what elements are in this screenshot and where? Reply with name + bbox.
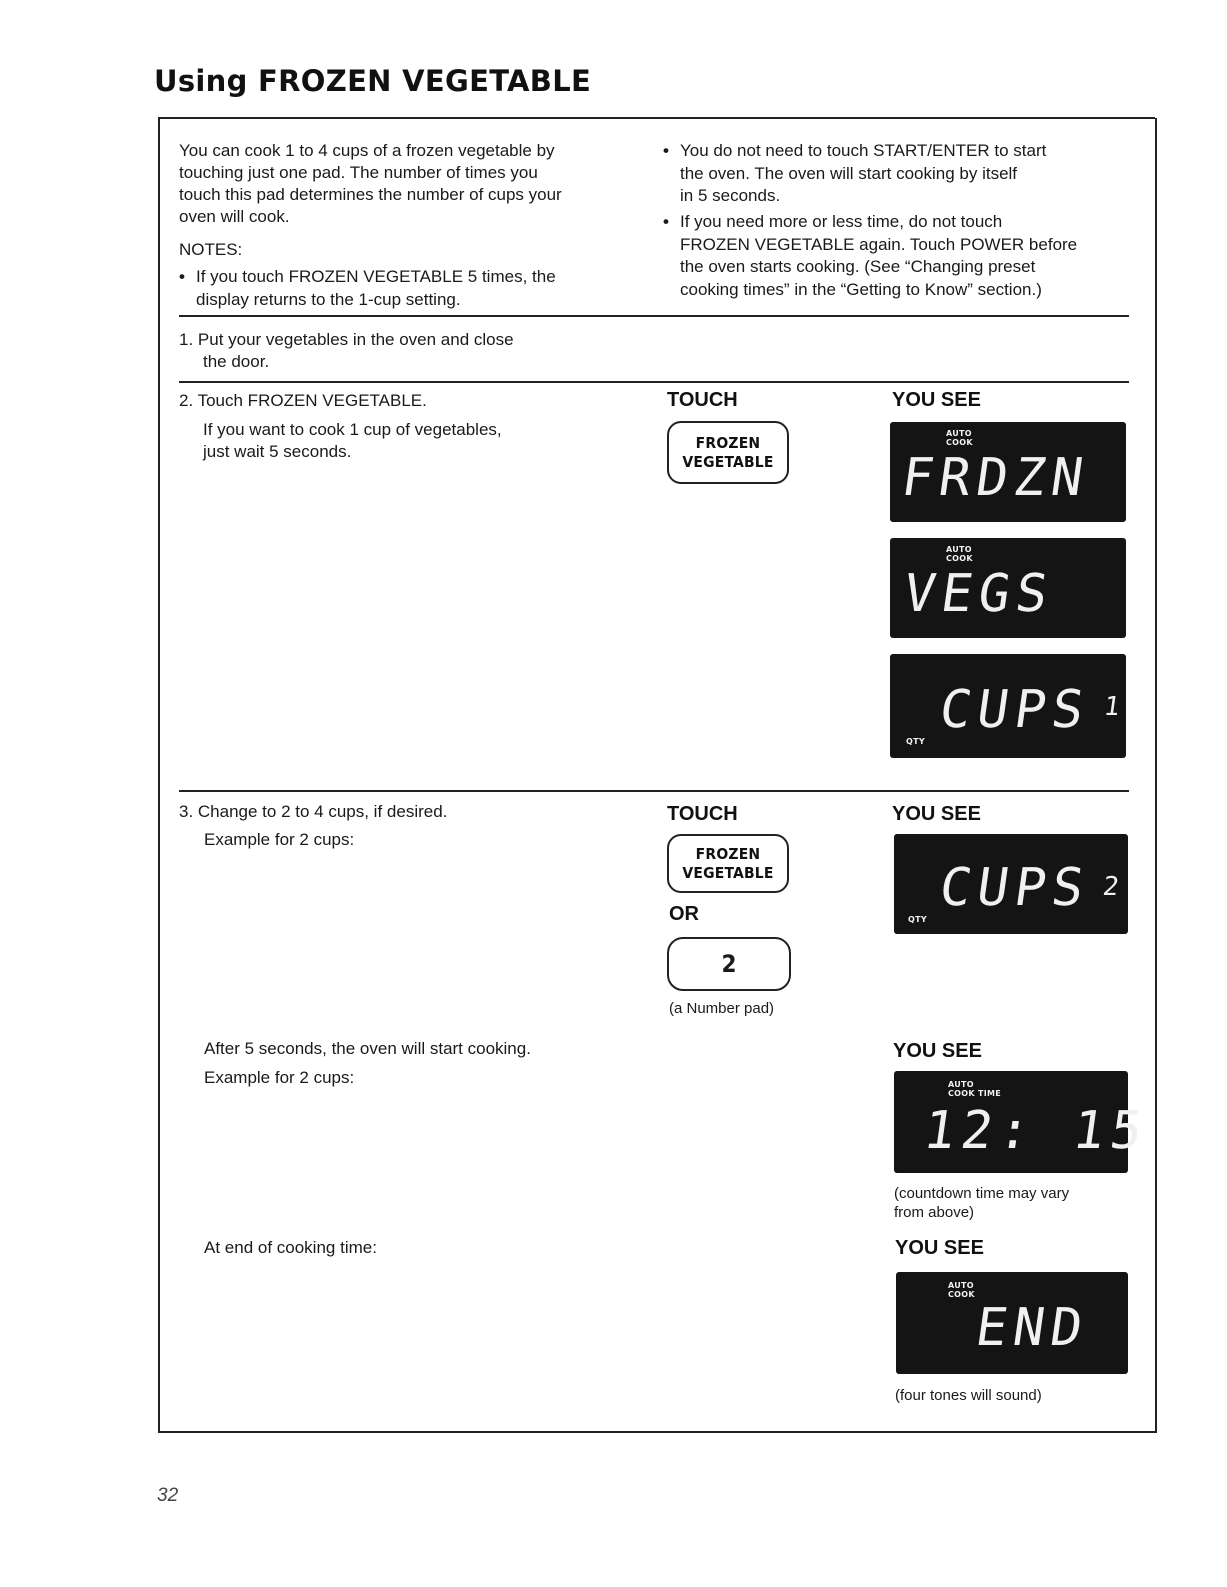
step1-line: 1. Put your vegetables in the oven and close — [179, 330, 514, 349]
countdown-caption — [894, 1184, 1069, 1222]
step2-instruction: 2. Touch FROZEN VEGETABLE. — [179, 391, 427, 410]
or-label: OR — [669, 903, 699, 925]
pad-label: FROZEN — [695, 844, 761, 863]
number-pad-caption: (a Number pad) — [669, 1000, 775, 1017]
display-end — [896, 1272, 1128, 1374]
frozen-vegetable-button[interactable] — [667, 834, 789, 893]
display-vegs — [890, 538, 1126, 638]
intro-bullet-start — [680, 140, 1046, 208]
step3-instruction: 3. Change to 2 to 4 cups, if desired. — [179, 802, 448, 821]
page-number: 32 — [157, 1485, 179, 1506]
divider — [179, 381, 1129, 383]
after-instruction: After 5 seconds, the oven will start cooking. — [204, 1039, 531, 1058]
number-2-button[interactable]: 2 — [667, 937, 791, 991]
display-countdown — [894, 1071, 1153, 1173]
step3-example: Example for 2 cups: — [204, 830, 355, 849]
end-caption: (four tones will sound) — [895, 1387, 1042, 1404]
end-instruction: At end of cooking time: — [204, 1238, 377, 1257]
display-frozen — [890, 422, 1126, 522]
you-see-heading: YOU SEE — [892, 803, 981, 825]
you-see-heading: YOU SEE — [895, 1237, 984, 1259]
divider — [179, 790, 1129, 792]
cook-indicator: COOK — [946, 554, 973, 563]
pad-label: VEGETABLE — [682, 863, 774, 882]
you-see-heading: YOU SEE — [893, 1040, 982, 1062]
note-bullet — [196, 266, 556, 311]
intro-line: You can cook 1 to 4 cups of a frozen vegetable by — [179, 141, 555, 160]
bullet-line: the oven. The oven will start cooking by itself — [680, 163, 1018, 183]
note-line: display returns to the 1-cup setting. — [196, 289, 461, 309]
auto-indicator: AUTO — [946, 429, 972, 438]
cook-indicator: COOK — [946, 438, 973, 447]
frozen-vegetable-button[interactable] — [667, 421, 789, 484]
display-text: FRDZN — [897, 448, 1093, 508]
cups-digit: 2 — [1100, 872, 1121, 902]
caption-line: from above) — [894, 1204, 975, 1221]
step1-line: the door. — [203, 352, 270, 371]
notes-label: NOTES: — [179, 240, 243, 259]
intro-line: oven will cook. — [179, 207, 290, 226]
you-see-heading: YOU SEE — [892, 389, 981, 411]
bullet-line: • If you need more or less time, do not touch — [680, 212, 1003, 231]
display-text: VEGS — [899, 564, 1058, 624]
cups-digit: 1 — [1101, 692, 1122, 722]
cook-time-indicator: COOK TIME — [948, 1089, 1002, 1098]
note-line: • If you touch FROZEN VEGETABLE 5 times, the — [196, 267, 556, 286]
intro-line: touch this pad determines the number of cups your — [179, 185, 562, 204]
after-example: Example for 2 cups: — [204, 1068, 355, 1087]
pad-label: FROZEN — [695, 433, 761, 452]
bullet-line: FROZEN VEGETABLE again. Touch POWER before — [680, 234, 1078, 254]
touch-heading: TOUCH — [667, 803, 738, 825]
display-cups-1 — [890, 654, 1126, 758]
display-text: END — [971, 1298, 1093, 1358]
qty-indicator: QTY — [908, 915, 927, 924]
bullet-line: the oven starts cooking. (See “Changing preset — [680, 257, 1036, 276]
intro-bullet-power — [680, 211, 1077, 301]
pad-label: VEGETABLE — [682, 452, 774, 471]
bullet-line: in 5 seconds. — [680, 186, 781, 205]
display-cups-2 — [894, 834, 1128, 934]
auto-indicator: AUTO — [948, 1080, 974, 1089]
bullet-line: • You do not need to touch START/ENTER to start — [680, 141, 1047, 160]
display-text: 12: 15 — [919, 1101, 1153, 1161]
step2-sub: just wait 5 seconds. — [203, 442, 352, 461]
qty-indicator: QTY — [906, 737, 925, 746]
intro-line: touching just one pad. The number of times you — [179, 163, 538, 182]
auto-indicator: AUTO — [946, 545, 972, 554]
display-text: CUPS — [935, 680, 1094, 740]
cook-indicator: COOK — [948, 1290, 975, 1299]
touch-heading: TOUCH — [667, 389, 738, 411]
display-text: CUPS — [935, 858, 1094, 918]
divider — [179, 315, 1129, 317]
auto-indicator: AUTO — [948, 1281, 974, 1290]
page-title: Using FROZEN VEGETABLE — [154, 64, 592, 98]
bullet-line: cooking times” in the “Getting to Know” section.) — [680, 279, 1042, 299]
caption-line: (countdown time may vary — [894, 1185, 1070, 1202]
step2-sub: If you want to cook 1 cup of vegetables, — [203, 420, 502, 439]
